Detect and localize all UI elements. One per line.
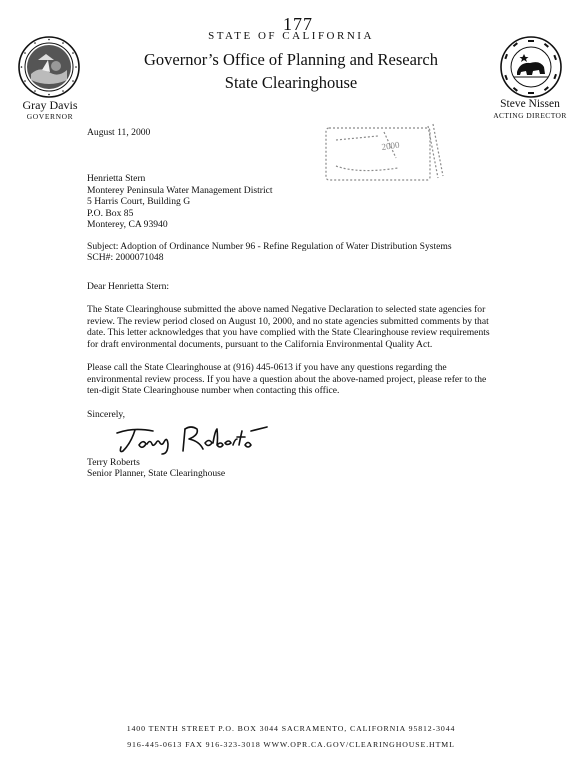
director-title: ACTING DIRECTOR [493,111,567,120]
footer-contact: 916-445-0613 FAX 916-323-3018 WWW.OPR.CA.GOV/CLEARINGHOUSE.HTML [127,740,455,749]
paragraph-line: for draft environmental documents, pursuant to the California Environmental Quality Act. [87,338,433,350]
salutation: Dear Henrietta Stern: [87,281,170,292]
closing: Sincerely, [87,409,126,420]
paragraph-line: Please call the State Clearinghouse at (916) 445-0613 if you have any questions regarding the [87,362,447,373]
state-heading: STATE OF CALIFORNIA [208,30,374,42]
california-state-seal-icon [18,36,80,98]
handwritten-signature-icon [113,423,273,457]
director-name: Steve Nissen [500,98,560,110]
paragraph-line: date. This letter acknowledges that you have complied with the State Clearinghouse review requirements [87,327,490,338]
body-paragraph-2 [87,362,486,397]
office-heading: Governor’s Office of Planning and Research [143,50,438,69]
letter-date: August 11, 2000 [87,127,151,138]
governor-name: Gray Davis [22,98,78,112]
signer-title: Senior Planner, State Clearinghouse [87,468,226,479]
paragraph-line: environmental review process. If you have a question about the above-named project, please refer to the [87,373,487,385]
subject-line: Subject: Adoption of Ordinance Number 96 - Refine Regulation of Water Distribution Systems [87,241,452,252]
paragraph-line: ten-digit State Clearinghouse number when contacting this office. [87,385,340,396]
received-stamp-icon [318,118,448,190]
page-number: 177 [283,14,313,34]
recipient-address-line1: 5 Harris Court, Building G [87,196,191,207]
sch-number: SCH#: 2000071048 [87,252,164,263]
recipient-organization: Monterey Peninsula Water Management District [87,184,273,196]
clearinghouse-heading: State Clearinghouse [224,73,358,92]
recipient-address [87,173,273,231]
footer-address: 1400 TENTH STREET P.O. BOX 3044 SACRAMENTO, CALIFORNIA 95812-3044 [126,724,456,733]
svg-text:2000: 2000 [380,139,401,152]
body-paragraph-1 [87,304,490,350]
governor-title: GOVERNOR [26,112,74,121]
opr-clearinghouse-seal-icon [500,36,562,98]
paragraph-line: review. The review period closed on August 10, 2000, and no state agencies submitted comments by that [87,315,489,327]
recipient-city-state-zip: Monterey, CA 93940 [87,219,168,230]
recipient-name: Henrietta Stern [87,173,146,184]
signer-name: Terry Roberts [87,457,140,468]
recipient-address-line2: P.O. Box 85 [87,207,134,219]
paragraph-line: The State Clearinghouse submitted the above named Negative Declaration to selected state agencies for [87,304,486,315]
